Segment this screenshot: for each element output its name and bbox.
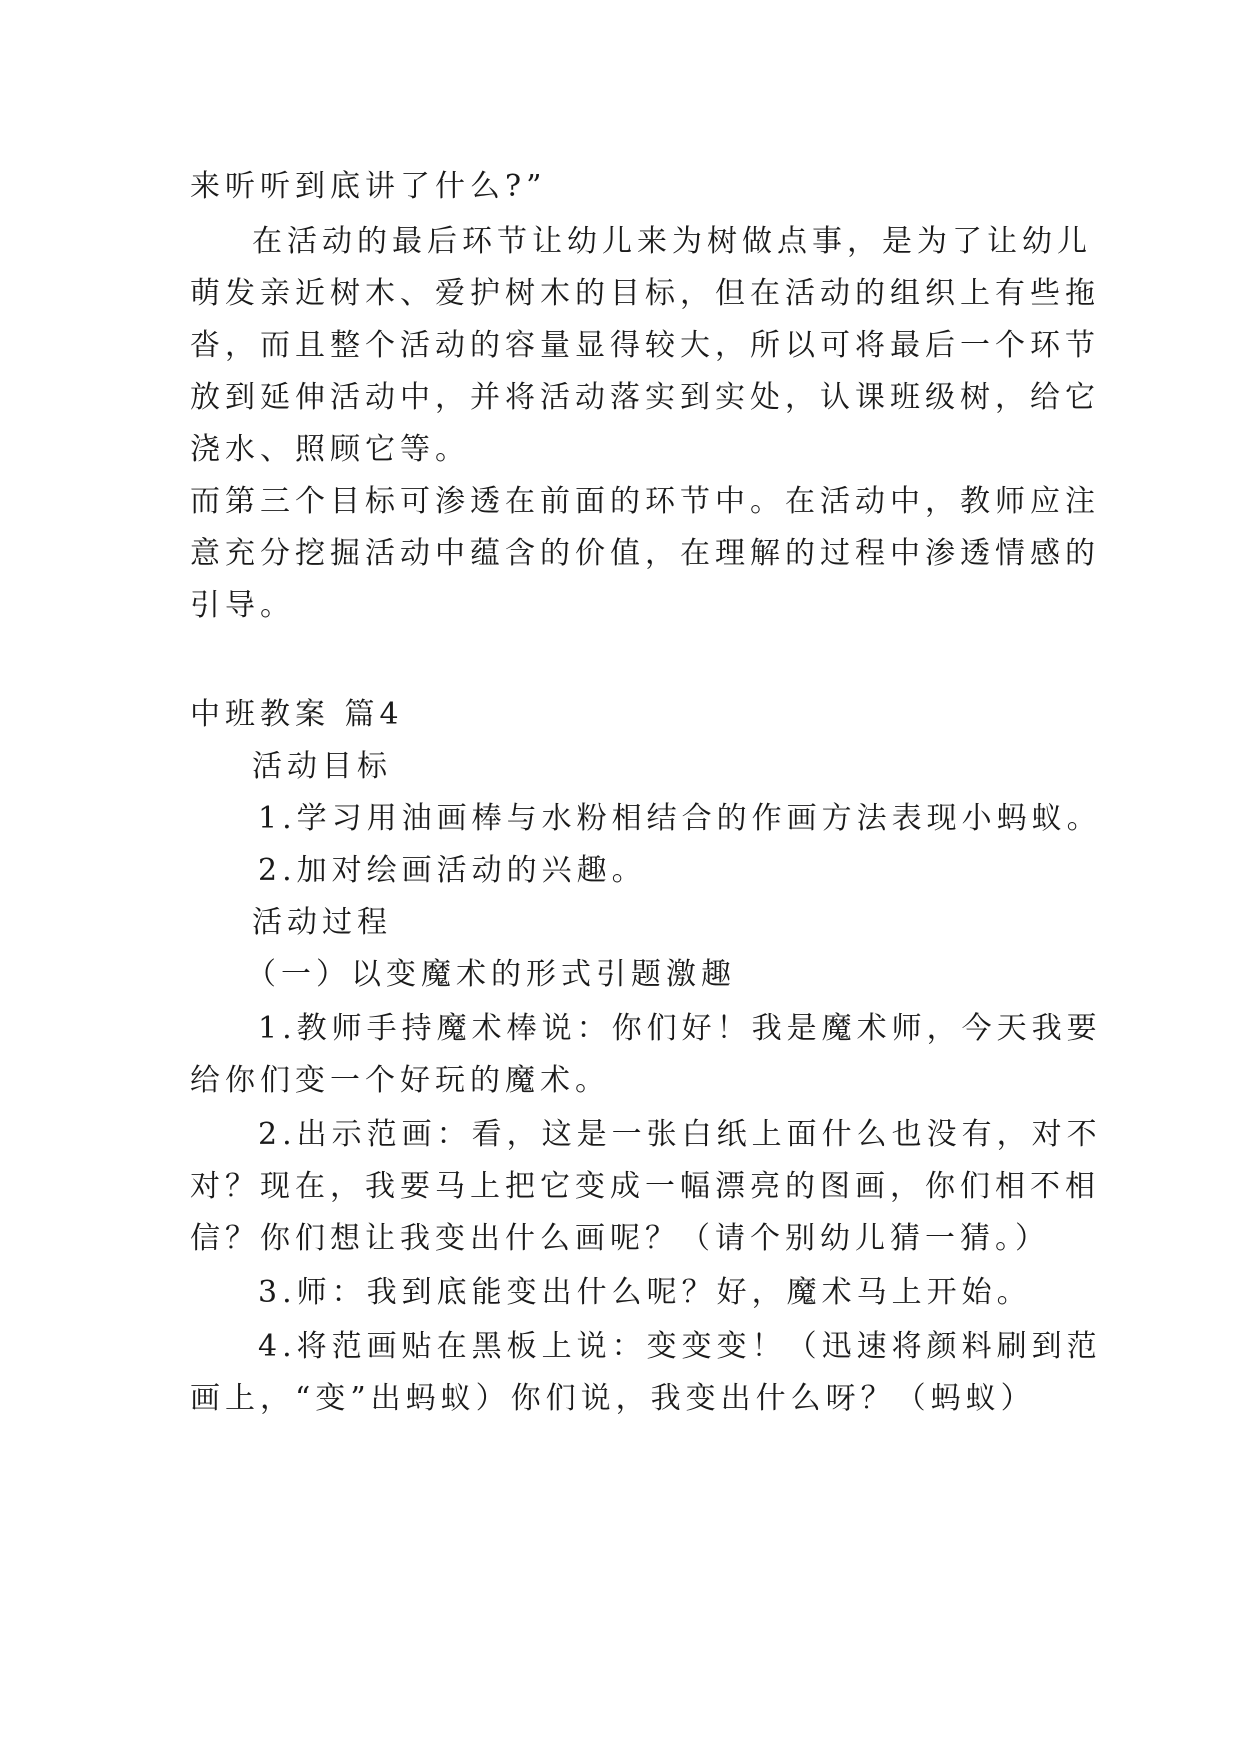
paragraph-first-line: 而第三个目标可渗透在前面的环节中。在活动中，教师应注: [190, 484, 1100, 519]
text-line: 对？现在，我要马上把它变成一幅漂亮的图画，你们相不相: [190, 1169, 1100, 1204]
text-line: 画上，“变”出蚂蚁）你们说，我变出什么呀？（蚂蚁）: [190, 1381, 1036, 1416]
step-heading: （一）以变魔术的形式引题激趣: [246, 957, 736, 992]
list-item: 2.加对绘画活动的兴趣。: [258, 853, 647, 888]
text-line: 给你们变一个好玩的魔术。: [190, 1063, 610, 1098]
text-line: 来听听到底讲了什么?”: [190, 169, 547, 204]
list-item: 1.教师手持魔术棒说：你们好！我是魔术师，今天我要: [258, 1011, 1102, 1046]
text-line: 意充分挖掘活动中蕴含的价值，在理解的过程中渗透情感的: [190, 536, 1100, 571]
list-item: 3.师：我到底能变出什么呢？好，魔术马上开始。: [258, 1275, 1032, 1310]
list-item: 4.将范画贴在黑板上说：变变变！（迅速将颜料刷到范: [258, 1329, 1102, 1364]
subheading-objectives: 活动目标: [252, 749, 392, 784]
text-line: 沓，而且整个活动的容量显得较大，所以可将最后一个环节: [190, 328, 1100, 363]
text-line: 萌发亲近树木、爱护树木的目标，但在活动的组织上有些拖: [190, 276, 1100, 311]
text-line: 信？你们想让我变出什么画呢？（请个别幼儿猜一猜。）: [190, 1221, 1050, 1256]
list-item: 2.出示范画：看，这是一张白纸上面什么也没有，对不: [258, 1117, 1102, 1152]
text-line: 引导。: [190, 588, 295, 623]
paragraph-first-line: 在活动的最后环节让幼儿来为树做点事，是为了让幼儿: [252, 224, 1092, 259]
section-heading: 中班教案 篇4: [190, 697, 404, 732]
subheading-process: 活动过程: [252, 905, 392, 940]
list-item: 1.学习用油画棒与水粉相结合的作画方法表现小蚂蚁。: [258, 801, 1102, 836]
text-line: 放到延伸活动中，并将活动落实到实处，认课班级树，给它: [190, 380, 1100, 415]
text-line: 浇水、照顾它等。: [190, 432, 470, 467]
